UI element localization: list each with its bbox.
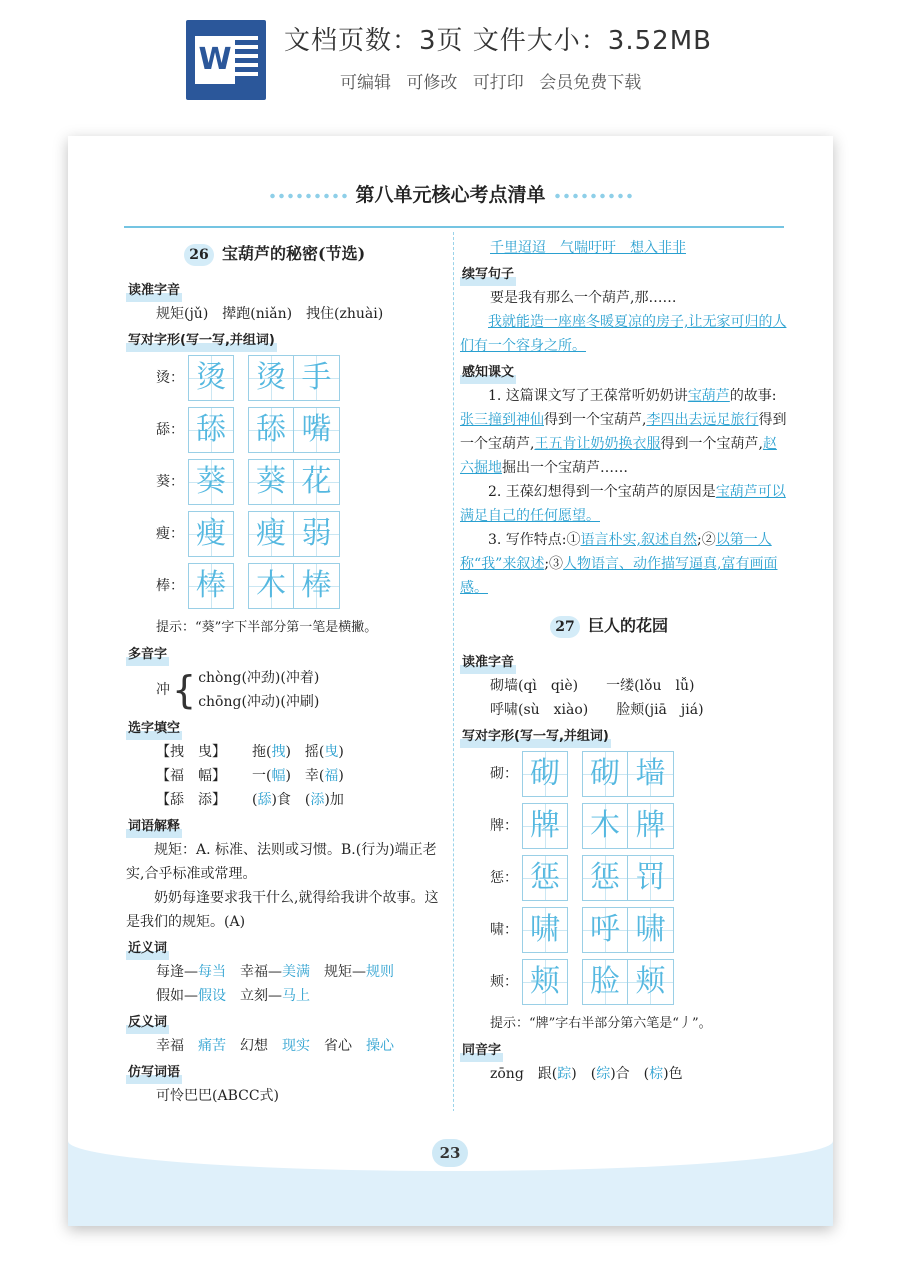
- fill-in-list: [126, 740, 446, 812]
- char-practice-row: [126, 456, 446, 508]
- section-word-meaning: 词语解释: [126, 816, 182, 838]
- section-write-chars: 写对字形(写一写,并组词): [460, 726, 611, 748]
- char-cell: 啸: [522, 907, 568, 953]
- section-text-perception: 感知课文: [460, 362, 516, 384]
- char-cell: 啸: [628, 907, 674, 953]
- char-cell: 牌: [522, 803, 568, 849]
- feature-modifiable: 可修改: [406, 73, 458, 93]
- column-divider: [453, 232, 454, 1132]
- char-cell: 惩: [582, 855, 628, 901]
- word-document-icon: [186, 20, 266, 100]
- char-practice-row: [460, 956, 790, 1008]
- word-meaning-example: 奶奶每逢要求我干什么,就得给我讲个故事。这是我们的规矩。(A): [126, 890, 439, 930]
- char-label: 瘦：: [156, 526, 184, 542]
- char-label: 烫：: [156, 370, 184, 386]
- section-antonyms: 反义词: [126, 1012, 169, 1034]
- char-cell: 葵: [248, 459, 294, 505]
- right-column: [460, 236, 790, 1086]
- banner-title: 文档页数：3页 文件大小：3.52MB: [284, 26, 712, 56]
- section-pronunciation: 读准字音: [460, 652, 516, 674]
- char-practice-row: [126, 404, 446, 456]
- char-cell: 烫: [188, 355, 234, 401]
- char-cell: 棒: [188, 563, 234, 609]
- section-polyphone: 多音字: [126, 644, 169, 666]
- section-synonyms: 近义词: [126, 938, 169, 960]
- homophone-row: zōng 跟(踪) (综)合 (棕)色: [490, 1066, 683, 1082]
- char-cell: 棒: [294, 563, 340, 609]
- char-cell: 木: [248, 563, 294, 609]
- fill-in-row: 【拽 曳】 拖(拽) 摇(曳): [156, 744, 344, 760]
- char-practice-row: [460, 852, 790, 904]
- char-practice-row: [126, 352, 446, 404]
- char-cell: 墙: [628, 751, 674, 797]
- pronunciation-row: 呼啸(sù xiào) 脸颊(jiā jiá): [490, 702, 704, 718]
- synonym-row: 每逢—每当 幸福—美满 规矩—规则: [156, 964, 394, 980]
- perception-point-2: 2. 王葆幻想得到一个宝葫芦的原因是宝葫芦可以满足自己的任何愿望。: [460, 484, 786, 524]
- word-icon-letter: W: [195, 36, 235, 84]
- continue-answer: 我就能造一座座冬暖夏凉的房子,让无家可归的人们有一个容身之所。: [460, 314, 787, 354]
- char-grid: [460, 748, 790, 1008]
- pronunciation-row: 砌墙(qì qiè) 一缕(lǒu lǚ): [490, 678, 695, 694]
- char-hint: 提示：“牌”字右半部分第六笔是“丿”。: [490, 1016, 712, 1031]
- left-column: [126, 236, 446, 1108]
- synonym-row: 假如—假设 立刻—马上: [156, 988, 310, 1004]
- char-practice-row: [460, 748, 790, 800]
- char-hint: 提示：“葵”字下半部分第一笔是横撇。: [156, 620, 378, 635]
- char-cell: 砌: [522, 751, 568, 797]
- char-label: 舔：: [156, 422, 184, 438]
- char-cell: 瘦: [248, 511, 294, 557]
- char-grid: [126, 352, 446, 612]
- char-label: 牌：: [490, 818, 518, 834]
- title-dots-right: [553, 193, 633, 199]
- char-label: 砌：: [490, 766, 518, 782]
- char-label: 棒：: [156, 578, 184, 594]
- char-cell: 瘦: [188, 511, 234, 557]
- char-cell: 脸: [582, 959, 628, 1005]
- section-imitation: 仿写词语: [126, 1062, 182, 1084]
- char-cell: 颊: [522, 959, 568, 1005]
- char-cell: 木: [582, 803, 628, 849]
- section-homophones: 同音字: [460, 1040, 503, 1062]
- download-banner: [0, 0, 900, 120]
- char-cell: 嘴: [294, 407, 340, 453]
- char-label: 颊：: [490, 974, 518, 990]
- char-label: 葵：: [156, 474, 184, 490]
- feature-printable: 可打印: [472, 73, 524, 93]
- char-practice-row: [460, 904, 790, 956]
- banner-features: [340, 68, 651, 93]
- char-cell: 砌: [582, 751, 628, 797]
- char-cell: 手: [294, 355, 340, 401]
- imitation-row: 可怜巴巴(ABCC式): [156, 1088, 280, 1104]
- title-divider: [124, 226, 784, 228]
- char-cell: 牌: [628, 803, 674, 849]
- page-number: 23: [432, 1139, 468, 1167]
- char-cell: 罚: [628, 855, 674, 901]
- section-write-chars: 写对字形(写一写,并组词): [126, 330, 277, 352]
- fill-in-row: 【舔 添】 (舔)食 (添)加: [156, 792, 344, 808]
- polyphone-block: 冲 { chòng(冲劲)(冲着) chōng(冲动)(冲刷): [156, 668, 320, 712]
- polyphone-reading: chòng(冲劲)(冲着): [198, 670, 320, 686]
- char-cell: 烫: [248, 355, 294, 401]
- lesson-27-title: [550, 614, 790, 638]
- char-cell: 花: [294, 459, 340, 505]
- char-cell: 葵: [188, 459, 234, 505]
- perception-point-3: 3. 写作特点:①语言朴实,叙述自然;②以第一人称“我”来叙述;③人物语言、动作描写逼真,富有画面感。: [460, 532, 778, 596]
- perception-point-1: 1. 这篇课文写了王葆常听奶奶讲宝葫芦的故事:张三撞到神仙得到一个宝葫芦,李四出去远足旅行得到一个宝葫芦,王五肯让奶奶换衣服得到一个宝葫芦,赵六掘地掘出一个宝葫芦……: [460, 388, 787, 476]
- lesson-26-title: [184, 242, 446, 266]
- char-cell: 颊: [628, 959, 674, 1005]
- antonym-row: 幸福 痛苦 幻想 现实 省心 操心: [156, 1038, 394, 1054]
- continue-prompt: 要是我有那么一个葫芦,那……: [490, 290, 677, 306]
- char-cell: 舔: [188, 407, 234, 453]
- section-continue-sentence: 续写句子: [460, 264, 516, 286]
- lesson-number: 27: [550, 616, 580, 638]
- lesson-number: 26: [184, 244, 214, 266]
- page-title: 第八单元核心考点清单: [355, 184, 546, 206]
- fill-in-row: 【福 幅】 一(幅) 幸(福): [156, 768, 344, 784]
- char-cell: 惩: [522, 855, 568, 901]
- char-label: 啸：: [490, 922, 518, 938]
- feature-member-download: 会员免费下载: [539, 73, 642, 93]
- feature-editable: 可编辑: [340, 73, 391, 93]
- polyphone-char: 冲: [156, 682, 170, 698]
- char-cell: 舔: [248, 407, 294, 453]
- char-practice-row: [126, 508, 446, 560]
- char-practice-row: [460, 800, 790, 852]
- lesson-name: 宝葫芦的秘密(节选): [222, 244, 366, 263]
- char-practice-row: [126, 560, 446, 612]
- char-cell: 呼: [582, 907, 628, 953]
- section-pronunciation: 读准字音: [126, 280, 182, 302]
- char-label: 惩：: [490, 870, 518, 886]
- lesson-name: 巨人的花园: [588, 616, 669, 635]
- document-page: [68, 136, 833, 1226]
- imitation-answers: 千里迢迢 气喘吁吁 想入非非: [490, 240, 686, 256]
- word-meaning-definition: 规矩：A. 标准、法则或习惯。B.(行为)端正老实,合乎标准或常理。: [126, 842, 437, 882]
- char-cell: 弱: [294, 511, 340, 557]
- pronunciation-row: 规矩(jǔ) 撵跑(niǎn) 拽住(zhuài): [156, 306, 384, 322]
- section-fill-in: 选字填空: [126, 718, 182, 740]
- polyphone-reading: chōng(冲动)(冲刷): [198, 694, 320, 710]
